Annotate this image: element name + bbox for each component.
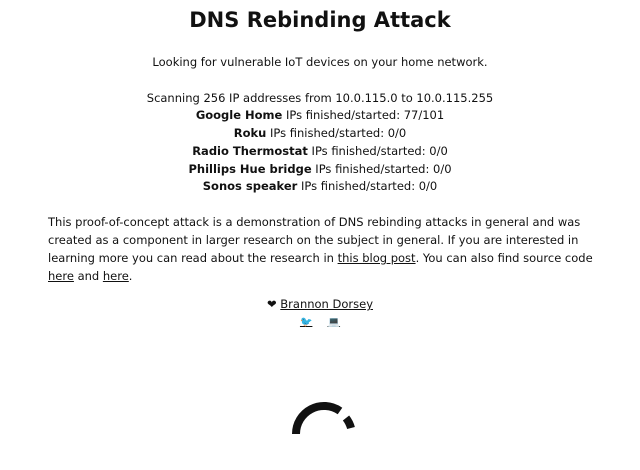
author-credit bbox=[0, 296, 640, 312]
device-label: IPs finished/started: bbox=[286, 108, 401, 122]
device-label: IPs finished/started: bbox=[301, 179, 416, 193]
device-row-sonos-speaker bbox=[0, 178, 640, 194]
bird-icon[interactable]: 🐦 bbox=[299, 317, 313, 328]
conjunction-text: and bbox=[77, 269, 100, 283]
device-row-hue-bridge bbox=[0, 161, 640, 177]
device-label: IPs finished/started: bbox=[270, 126, 385, 140]
device-name: Sonos speaker bbox=[202, 179, 298, 193]
device-name: Phillips Hue bridge bbox=[188, 162, 312, 176]
description-text-2: . You can also find source code bbox=[415, 251, 593, 265]
source-code-link-2[interactable]: here bbox=[102, 269, 129, 283]
laptop-icon[interactable]: 💻 bbox=[327, 317, 341, 328]
device-label: IPs finished/started: bbox=[311, 144, 426, 158]
social-icons bbox=[0, 316, 640, 330]
blog-post-link[interactable]: this blog post bbox=[337, 251, 416, 265]
device-count: 0/0 bbox=[418, 179, 438, 193]
period-text: . bbox=[128, 269, 133, 283]
device-row-radio-thermostat bbox=[0, 143, 640, 159]
device-row-google-home bbox=[0, 107, 640, 123]
device-row-roku bbox=[0, 125, 640, 141]
device-count: 77/101 bbox=[403, 108, 445, 122]
loading-spinner-icon bbox=[288, 398, 360, 470]
device-name: Google Home bbox=[195, 108, 283, 122]
author-link[interactable]: Brannon Dorsey bbox=[280, 297, 373, 311]
intro-text: Looking for vulnerable IoT devices on your home network. bbox=[152, 55, 488, 69]
description-paragraph bbox=[48, 213, 596, 285]
device-count: 0/0 bbox=[429, 144, 448, 158]
device-label: IPs finished/started: bbox=[315, 162, 430, 176]
description-text: This proof-of-concept attack is a demonstration of DNS rebinding attacks in general and was created as a component in larger research on the subject in general. If you are interested in learning more you can read about the research in bbox=[48, 215, 581, 265]
heart-icon: ❤ bbox=[266, 297, 277, 311]
scan-status: Scanning 256 IP addresses from 10.0.115.0 to 10.0.115.255 bbox=[146, 91, 494, 105]
source-code-link-1[interactable]: here bbox=[48, 269, 74, 283]
device-name: Radio Thermostat bbox=[192, 144, 308, 158]
device-name: Roku bbox=[233, 126, 267, 140]
device-count: 0/0 bbox=[433, 162, 452, 176]
page-title: DNS Rebinding Attack bbox=[189, 8, 451, 32]
device-count: 0/0 bbox=[387, 126, 407, 140]
